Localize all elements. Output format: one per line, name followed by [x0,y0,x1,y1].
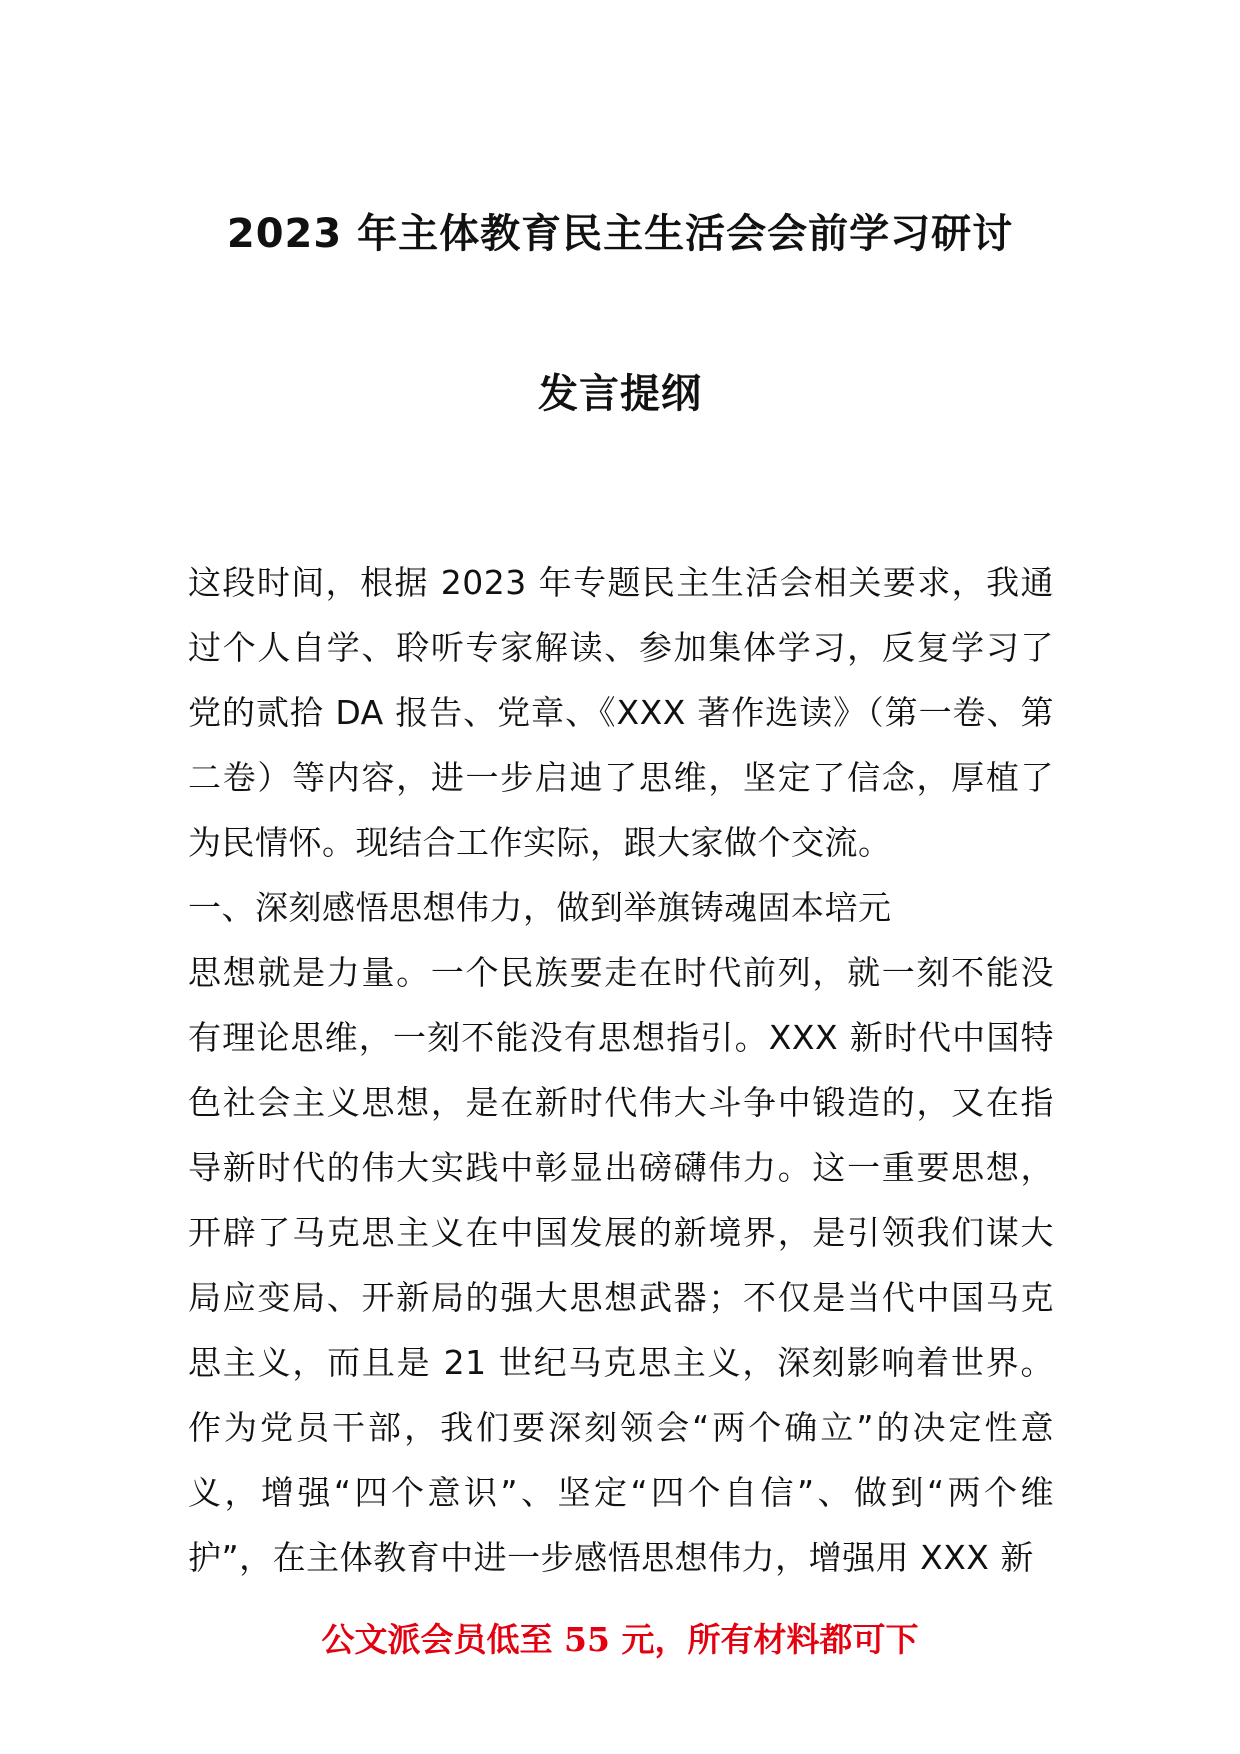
intro-paragraph: 这段时间，根据 2023 年专题民主生活会相关要求，我通过个人自学、聆听专家解读、参加集体学习，反复学习了党的贰拾 DA 报告、党章、《XXX 著作选读》（第一卷、第二卷）等内容，进一步启迪了思维，坚定了信念，厚植了为民情怀。现结合工作实际，跟大家做个交流。 [188,563,1054,862]
promo-footer-note: 公文派会员低至 55 元，所有材料都可下 [321,1620,919,1659]
section-1-paragraph: 思想就是力量。一个民族要走在时代前列，就一刻不能没有理论思维，一刻不能没有思想指引。XXX 新时代中国特色社会主义思想，是在新时代伟大斗争中锻造的，又在指导新时代的伟大实践中彰显出磅礴伟力。这一重要思想，开辟了马克思主义在中国发展的新境界，是引领我们谋大局应变局、开新局的强大思想武器；不仅是当代中国马克思主义，而且是 21 世纪马克思主义，深刻影响着世界。作为党员干部，我们要深刻领会“两个确立”的决定性意义，增强“四个意识”、坚定“四个自信”、做到“两个维护”，在主体教育中进一步感悟思想伟力，增强用 XXX 新 [188,953,1054,1577]
document-title-line-1: 2023 年主体教育民主生活会会前学习研讨 [226,211,1014,257]
document-body [188,550,1054,1590]
section-heading-1: 一、深刻感悟思想伟力，做到举旗铸魂固本培元 [188,888,892,927]
document-title-line-2: 发言提纲 [538,371,702,417]
